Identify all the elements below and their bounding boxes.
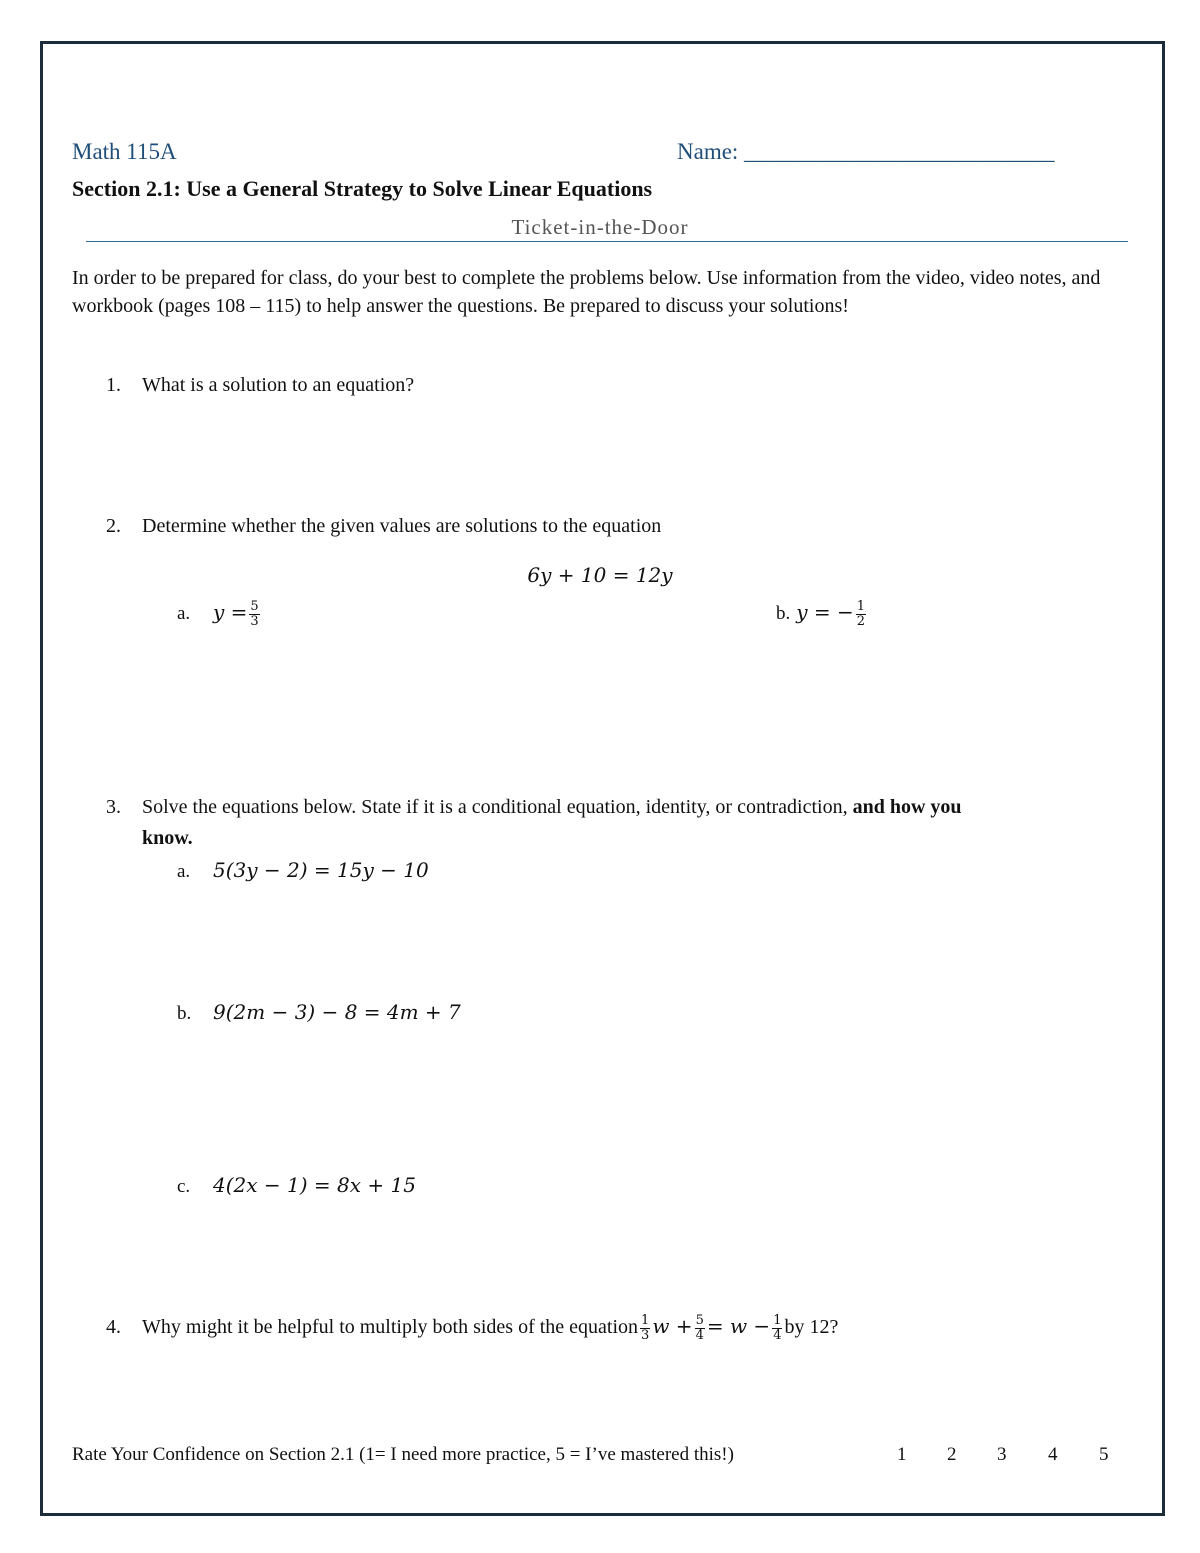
q3a-equation: 5(3y − 2) = 15y − 10 [213, 858, 429, 882]
rating-option-5[interactable]: 5 [1099, 1444, 1109, 1465]
question-number: 3. [106, 796, 121, 818]
part-label: c. [177, 1176, 191, 1197]
q4-fraction-3: $\frac{1}{4}$ [773, 1313, 782, 1343]
q2a-lhs: y = [213, 600, 248, 624]
q3b-equation: 9(2m − 3) − 8 = 4m + 7 [213, 1000, 461, 1024]
confidence-label: Rate Your Confidence on Section 2.1 (1= I need more practice, 5 = I’ve mastered this!) [72, 1444, 734, 1465]
question-text-end: by 12? [784, 1316, 839, 1339]
q4-term-2: = w − [706, 1314, 771, 1339]
header-divider [86, 241, 1128, 242]
part-label: b. [177, 1003, 192, 1024]
q3-part-c [177, 1173, 416, 1198]
question-text: Why might it be helpful to multiply both sides of the equation [142, 1316, 639, 1339]
intro-paragraph: In order to be prepared for class, do your best to complete the problems below. Use information from the video, video notes, and workbook (pages 108 – 115) to help answer the questions. Be prepared to discuss your solutions! [72, 267, 1101, 317]
rating-option-1[interactable]: 1 [897, 1444, 907, 1465]
part-label: a. [177, 603, 191, 624]
part-label: a. [177, 861, 191, 882]
q3-part-b [177, 1000, 461, 1025]
q4-fraction-2: $\frac{5}{4}$ [695, 1313, 704, 1343]
rating-option-4[interactable]: 4 [1048, 1444, 1058, 1465]
question-text: Determine whether the given values are solutions to the equation [142, 515, 662, 537]
name-field[interactable]: Name: ___________________________ [677, 139, 1055, 164]
q3-part-a [177, 858, 429, 883]
course-title: Math 115A [72, 139, 177, 164]
question-1 [106, 374, 414, 397]
ticket-subtitle: Ticket-in-the-Door [511, 215, 689, 239]
question-2 [106, 515, 661, 538]
rating-option-2[interactable]: 2 [947, 1444, 957, 1465]
question-text: Solve the equations below. State if it is a conditional equation, identity, or contradiction, [142, 796, 853, 818]
q2-equation: 6y + 10 = 12y [527, 563, 673, 587]
question-emphasis: and how you [852, 796, 962, 818]
question-number: 1. [106, 374, 121, 396]
q4-fraction-1: $\frac{1}{3}$ [641, 1313, 650, 1343]
question-number: 4. [106, 1316, 121, 1339]
part-label: b. [776, 603, 791, 624]
q2-part-b [776, 600, 868, 629]
page-border [40, 41, 1165, 1516]
question-4 [106, 1314, 838, 1343]
q4-term-1: w + [652, 1314, 693, 1339]
rating-option-3[interactable]: 3 [997, 1444, 1007, 1465]
question-text: What is a solution to an equation? [142, 374, 415, 396]
q2b-lhs: y = − [796, 600, 854, 624]
question-emphasis-cont: know. [142, 827, 193, 849]
q2-part-a [177, 600, 262, 629]
q3c-equation: 4(2x − 1) = 8x + 15 [213, 1173, 416, 1197]
section-title: Section 2.1: Use a General Strategy to Solve Linear Equations [72, 176, 653, 201]
question-number: 2. [106, 515, 121, 537]
q2b-fraction: $\frac{1}{2}$ [856, 599, 866, 630]
question-3 [106, 796, 962, 819]
q2a-fraction: $\frac{5}{3}$ [250, 599, 259, 630]
